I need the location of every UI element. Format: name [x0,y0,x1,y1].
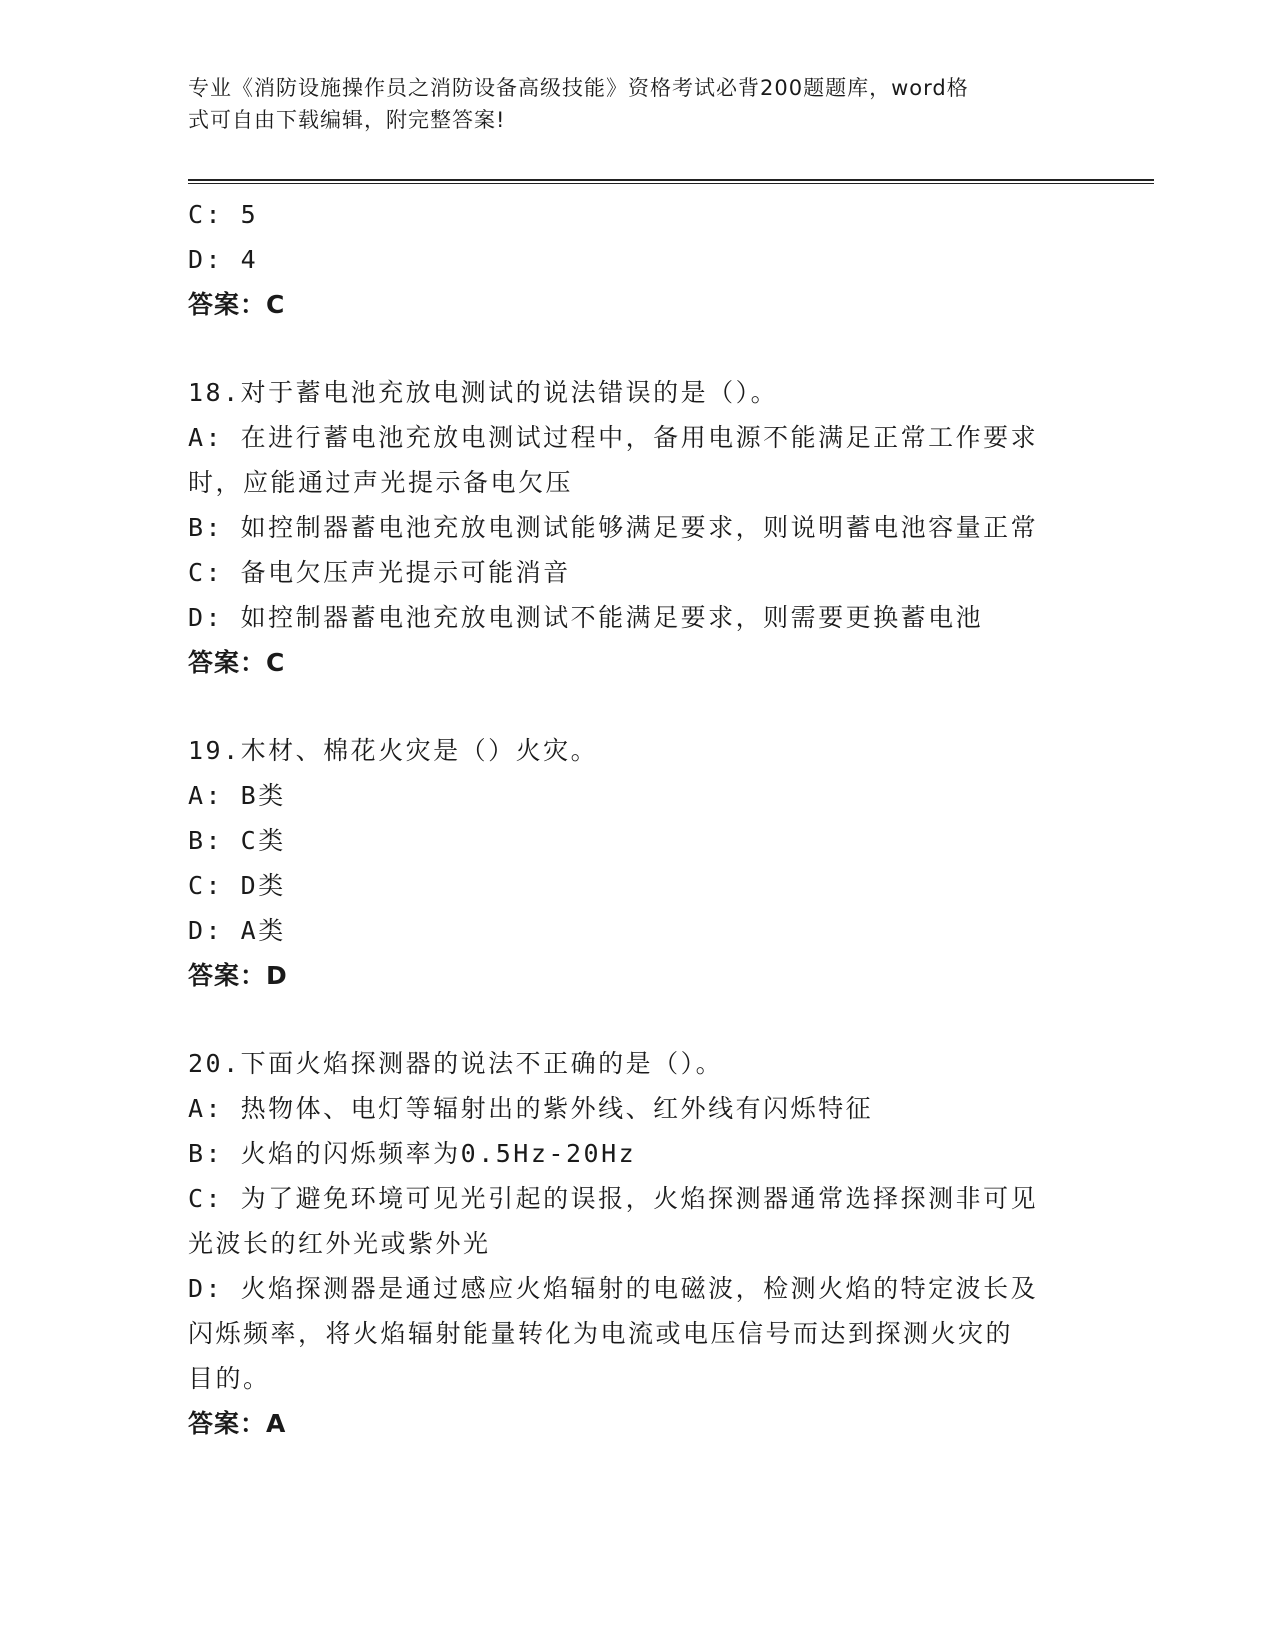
option-line: 目的。 [188,1364,271,1393]
header-line-1: 专业《消防设施操作员之消防设备高级技能》资格考试必背200题题库，word格 [188,76,969,100]
option-line: D: 如控制器蓄电池充放电测试不能满足要求，则需要更换蓄电池 [188,603,984,632]
question-stem: 18.对于蓄电池充放电测试的说法错误的是（）。 [188,378,779,407]
question-20 [188,1041,1088,1446]
previous-question-tail [188,192,1088,327]
question-content [188,192,1088,1446]
option-line: C: 为了避免环境可见光引起的误报，火焰探测器通常选择探测非可见 [188,1184,1039,1213]
option-line: B: 火焰的闪烁频率为0.5Hz-20Hz [188,1139,637,1168]
option-line: B: C类 [188,826,286,855]
option-line: C: 5 [188,200,259,229]
answer-line: 答案：D [188,961,288,990]
answer-line: 答案：C [188,290,286,319]
question-stem: 20.下面火焰探测器的说法不正确的是（）。 [188,1049,724,1078]
option-line: B: 如控制器蓄电池充放电测试能够满足要求，则说明蓄电池容量正常 [188,513,1039,542]
option-line: C: D类 [188,871,286,900]
question-stem: 19.木材、棉花火灾是（）火灾。 [188,736,599,765]
answer-line: 答案：A [188,1409,287,1438]
page-header [188,72,1068,136]
option-line: D: A类 [188,916,286,945]
header-line-2: 式可自由下载编辑，附完整答案! [188,108,506,132]
question-19 [188,728,1088,998]
question-18 [188,370,1088,685]
option-line: 时，应能通过声光提示备电欠压 [188,468,574,497]
option-line: A: B类 [188,781,286,810]
spacer [188,998,1088,1041]
option-line: D: 火焰探测器是通过感应火焰辐射的电磁波，检测火焰的特定波长及 [188,1274,1039,1303]
option-line: C: 备电欠压声光提示可能消音 [188,558,571,587]
spacer [188,327,1088,370]
spacer [188,685,1088,728]
header-divider [188,179,1154,184]
option-line: 光波长的红外光或紫外光 [188,1229,491,1258]
answer-line: 答案：C [188,648,286,677]
option-line: 闪烁频率，将火焰辐射能量转化为电流或电压信号而达到探测火灾的 [188,1319,1014,1348]
option-line: A: 在进行蓄电池充放电测试过程中，备用电源不能满足正常工作要求 [188,423,1039,452]
option-line: A: 热物体、电灯等辐射出的紫外线、红外线有闪烁特征 [188,1094,874,1123]
option-line: D: 4 [188,245,259,274]
